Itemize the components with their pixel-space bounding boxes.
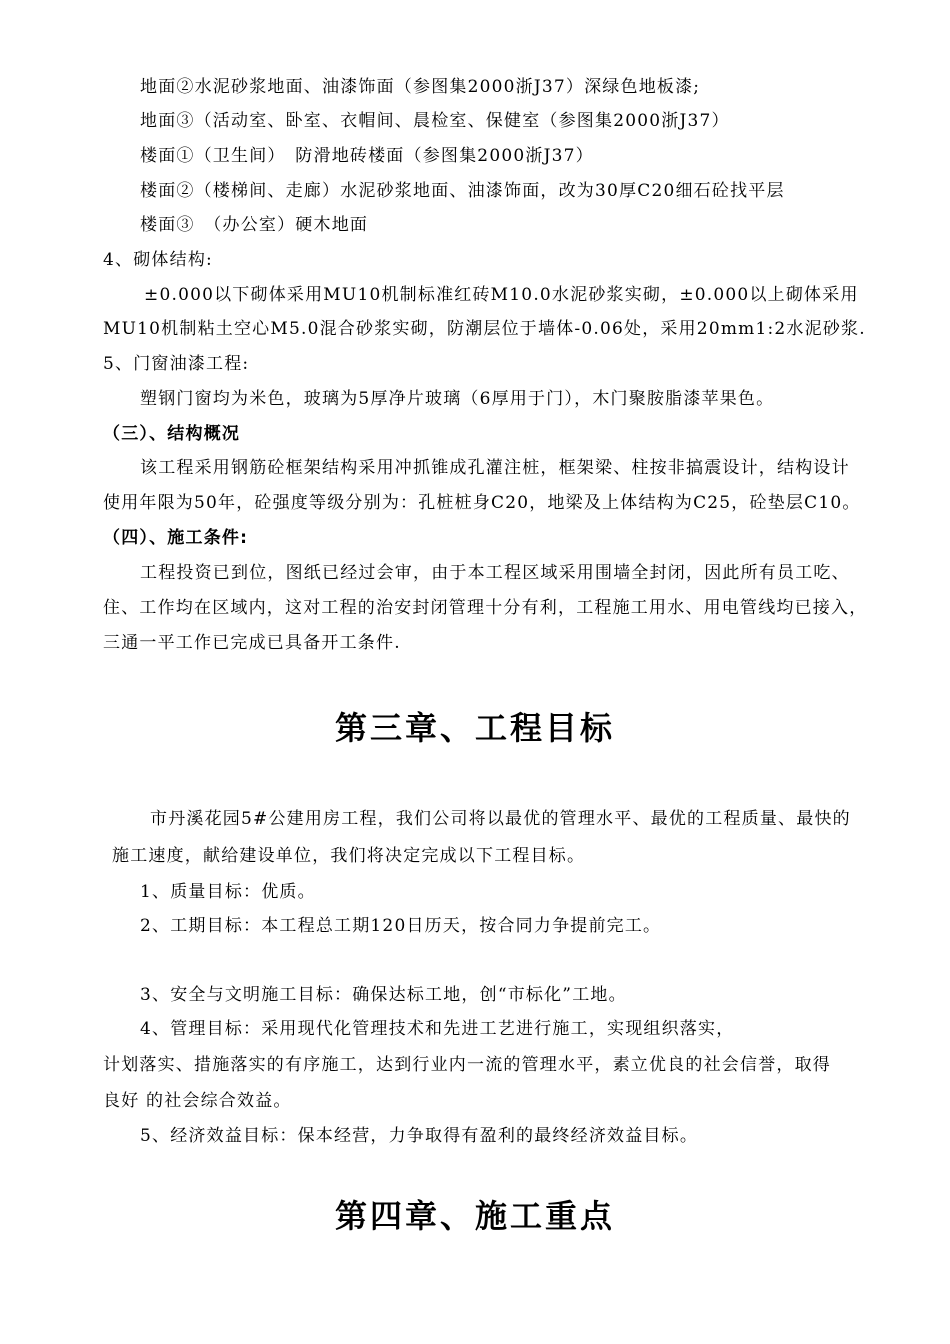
structure-paragraph-line-1: 该工程采用钢筋砼框架结构采用冲抓锥成孔灌注桩，框架梁、柱按非搞震设计，结构设计 [140, 458, 850, 478]
storey-2-line: 楼面②（楼梯间、走廊）水泥砂浆地面、油漆饰面，改为30厚C20细石砼找平层 [140, 181, 785, 201]
section-4-heading: 4、砌体结构: [103, 250, 213, 270]
goals-intro-line-1: 市丹溪花园5#公建用房工程，我们公司将以最优的管理水平、最优的工程质量、最快的 [150, 809, 851, 829]
windows-paragraph: 塑钢门窗均为米色，玻璃为5厚净片玻璃（6厚用于门），木门聚胺脂漆苹果色。 [140, 389, 775, 409]
chapter-3-title: 第三章、工程目标 [334, 709, 615, 747]
section-5-heading: 5、门窗油漆工程: [103, 354, 250, 374]
floor-3-line: 地面③（活动室、卧室、衣帽间、晨检室、保健室（参图集2000浙J37） [140, 111, 730, 131]
goal-management-line-2: 计划落实、措施落实的有序施工，达到行业内一流的管理水平，素立优良的社会信誉，取得 [103, 1055, 831, 1075]
storey-1-line: 楼面①（卫生间） 防滑地砖楼面（参图集2000浙J37） [140, 146, 594, 166]
floor-2-line: 地面②水泥砂浆地面、油漆饰面（参图集2000浙J37）深绿色地板漆; [140, 77, 701, 97]
chapter-4-title: 第四章、施工重点 [334, 1197, 615, 1235]
construction-conditions-heading: （四）、施工条件: [103, 528, 249, 548]
structure-overview-heading: （三）、结构概况 [103, 424, 241, 444]
masonry-paragraph-line-1: ±0.000以下砌体采用MU10机制标准红砖M10.0水泥砂浆实砌，±0.000以上砌体采用 [144, 285, 859, 305]
goal-quality: 1、质量目标：优质。 [140, 882, 316, 902]
masonry-paragraph-line-2: MU10机制粘土空心M5.0混合砂浆实砌，防潮层位于墙体-0.06处，采用20mm1:2水泥砂浆. [103, 319, 866, 339]
goals-intro-line-2: 施工速度，献给建设单位，我们将决定完成以下工程目标。 [112, 846, 586, 866]
conditions-paragraph-line-1: 工程投资已到位，图纸已经过会审，由于本工程区域采用围墙全封闭，因此所有员工吃、 [140, 563, 850, 583]
structure-paragraph-line-2: 使用年限为50年，砼强度等级分别为：孔桩桩身C20，地梁及上体结构为C25，砼垫层C10。 [103, 493, 861, 513]
goal-management-line-1: 4、管理目标：采用现代化管理技术和先进工艺进行施工，实现组织落实， [140, 1019, 735, 1039]
storey-3-line: 楼面③ （办公室）硬木地面 [140, 215, 369, 235]
conditions-paragraph-line-3: 三通一平工作已完成已具备开工条件. [103, 633, 401, 653]
goal-economic: 5、经济效益目标：保本经营，力争取得有盈利的最终经济效益目标。 [140, 1126, 699, 1146]
goal-management-line-3: 良好 的社会综合效益。 [103, 1091, 292, 1111]
goal-safety: 3、安全与文明施工目标：确保达标工地，创“市标化”工地。 [140, 985, 627, 1005]
conditions-paragraph-line-2: 住、工作均在区域内，这对工程的治安封闭管理十分有利，工程施工用水、用电管线均已接入， [103, 598, 868, 618]
goal-schedule: 2、工期目标：本工程总工期120日历天，按合同力争提前完工。 [140, 916, 662, 936]
